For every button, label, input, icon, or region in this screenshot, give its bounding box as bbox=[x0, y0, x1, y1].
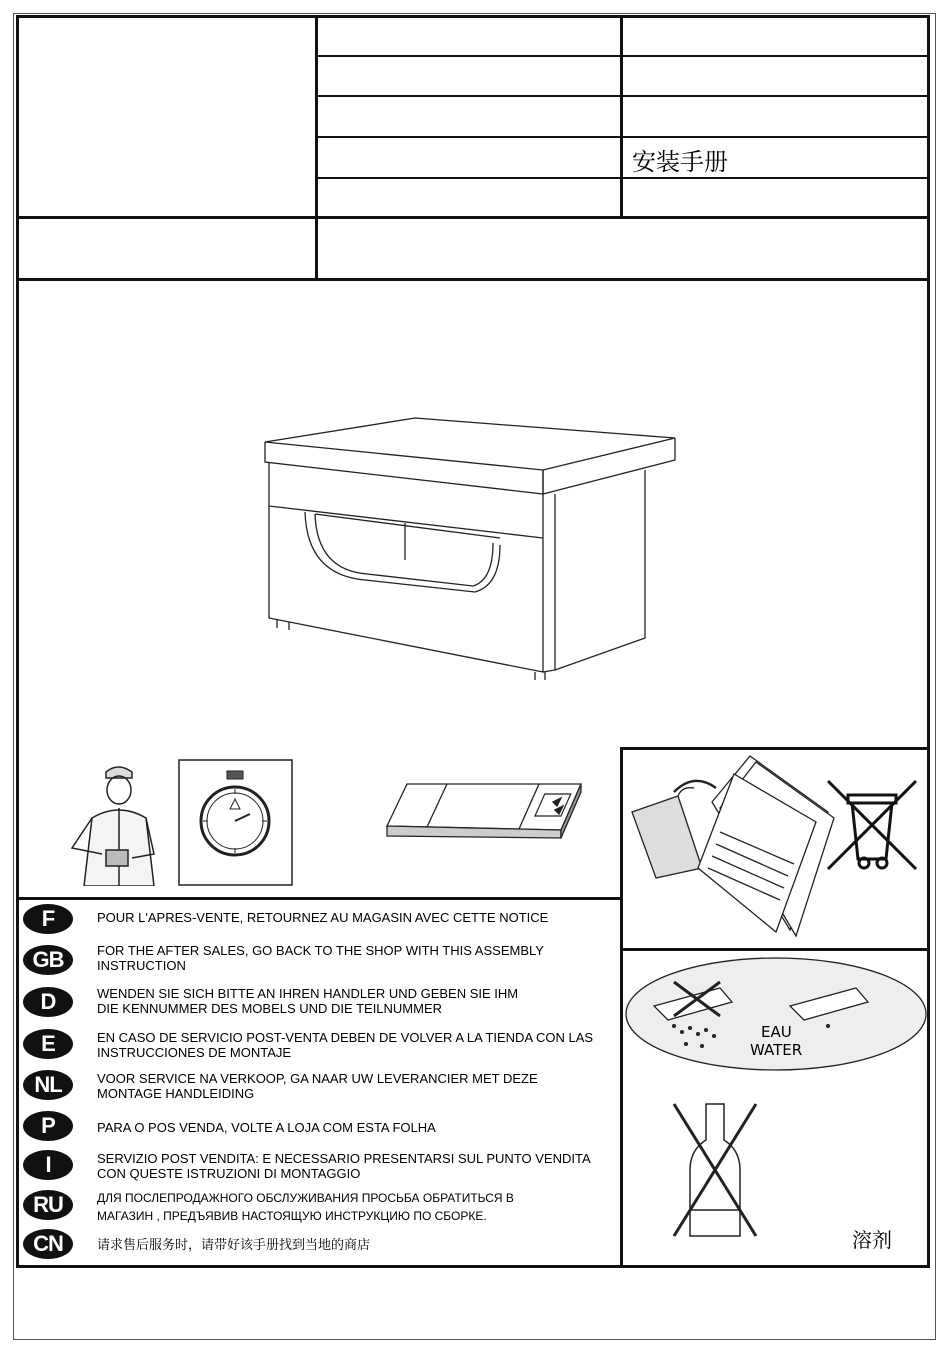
solvent-bottle-crossed-icon bbox=[670, 1100, 760, 1240]
lang-text-p: PARA O POS VENDA, VOLTE A LOJA COM ESTA FOLHA bbox=[97, 1120, 436, 1135]
water-label-fr: EAU bbox=[761, 1023, 792, 1041]
lang-badge-gb: GB bbox=[23, 945, 73, 975]
lang-badge-nl: NL bbox=[23, 1070, 73, 1100]
lang-text-i: SERVIZIO POST VENDITA: E NECESSARIO PRESENTARSI SUL PUNTO VENDITA CON QUESTE ISTRUZIONI DI MONTAGGIO bbox=[97, 1151, 591, 1181]
lang-text-ru: ДЛЯ ПОСЛЕПРОДАЖНОГО ОБСЛУЖИВАНИЯ ПРОСЬБА ОБРАТИТЬСЯ В МАГАЗИН , ПРЕДЪЯВИВ НАСТОЯЩУЮ ИНСТРУКЦИЮ ПО СБОРКЕ. bbox=[97, 1191, 514, 1223]
lang-text-d: WENDEN SIE SICH BITTE AN IHREN HANDLER UND GEBEN SIE IHM DIE KENNUMMER DES MOBELS UND DIE TEILNUMMER bbox=[97, 986, 519, 1016]
stopwatch-icon bbox=[178, 759, 293, 886]
lang-badge-d: D bbox=[23, 987, 73, 1017]
worker-icon bbox=[62, 758, 174, 886]
lang-badge-e: E bbox=[23, 1029, 73, 1059]
care-box-top bbox=[620, 747, 930, 750]
manual-title: 安装手册 bbox=[632, 148, 728, 176]
lang-badge-ru: RU bbox=[23, 1190, 73, 1220]
lang-text-e: EN CASO DE SERVICIO POST-VENTA DEBEN DE VOLVER A LA TIENDA CON LAS INSTRUCCIONES DE MONTAJE bbox=[97, 1030, 594, 1060]
section-divider bbox=[16, 897, 622, 900]
flat-pack-box-icon bbox=[385, 780, 585, 842]
care-box-divider bbox=[620, 747, 623, 1268]
water-label-en: WATER bbox=[750, 1041, 803, 1059]
solvent-label: 溶剂 bbox=[852, 1228, 892, 1252]
nightstand-illustration bbox=[255, 410, 685, 680]
lang-text-gb: FOR THE AFTER SALES, GO BACK TO THE SHOP WITH THIS ASSEMBLY INSTRUCTION bbox=[97, 943, 544, 973]
care-box-mid bbox=[620, 948, 930, 951]
lang-text-nl: VOOR SERVICE NA VERKOOP, GA NAAR UW LEVERANCIER MET DEZE MONTAGE HANDLEIDING bbox=[97, 1071, 538, 1101]
lang-text-cn: 请求售后服务时，请带好该手册找到当地的商店 bbox=[97, 1238, 371, 1253]
lang-badge-cn: CN bbox=[23, 1229, 73, 1259]
lang-badge-i: I bbox=[23, 1150, 73, 1180]
lang-badge-p: P bbox=[23, 1111, 73, 1141]
lang-badge-f: F bbox=[23, 904, 73, 934]
lang-text-f: POUR L'APRES-VENTE, RETOURNEZ AU MAGASIN AVEC CETTE NOTICE bbox=[97, 910, 549, 925]
recycle-bin-crossed-icon bbox=[822, 775, 922, 875]
